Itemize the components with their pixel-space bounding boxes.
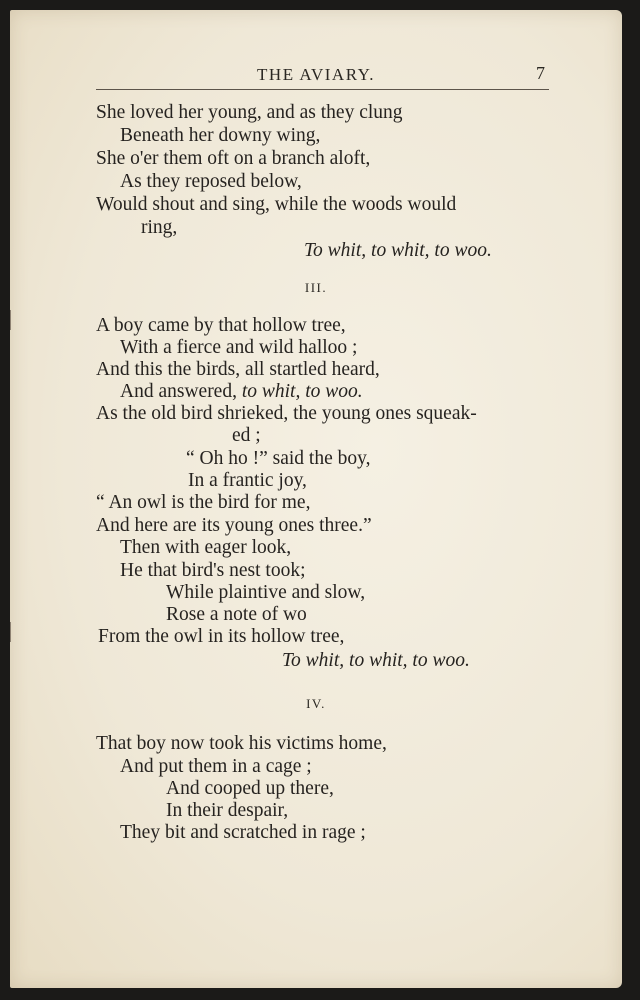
- section-heading: III.: [304, 280, 328, 295]
- verse-line: “ Oh ho !” said the boy,: [186, 448, 371, 469]
- verse-line: “ An owl is the bird for me,: [96, 492, 311, 513]
- book-page: [10, 10, 622, 988]
- header-rule: [96, 89, 549, 90]
- refrain-part: to woo.: [434, 240, 492, 261]
- verse-line: In a frantic joy,: [188, 470, 307, 491]
- verse-line: They bit and scratched in rage ;: [120, 822, 366, 843]
- verse-line: Beneath her downy wing,: [120, 125, 321, 146]
- verse-line: With a fierce and wild halloo ;: [120, 337, 358, 358]
- refrain-part: To whit,: [304, 240, 367, 261]
- edge-mark: [10, 622, 16, 642]
- refrain-part: to whit,: [371, 240, 430, 261]
- refrain-line: [304, 240, 492, 262]
- verse-text: And answered,: [120, 381, 237, 402]
- verse-line: She o'er them oft on a branch aloft,: [96, 148, 371, 169]
- verse-line: That boy now took his victims home,: [96, 733, 387, 754]
- verse-line: And cooped up there,: [166, 778, 334, 799]
- running-header: THE AVIARY.: [257, 65, 375, 84]
- refrain-inline: to whit, to woo.: [241, 381, 363, 402]
- verse-line: And put them in a cage ;: [120, 756, 312, 777]
- verse-line: As the old bird shrieked, the young ones squeak-: [96, 403, 477, 424]
- verse-line: And here are its young ones three.”: [96, 515, 372, 536]
- refrain-line: To whit, to whit, to woo.: [282, 650, 470, 671]
- verse-line: While plaintive and slow,: [166, 582, 366, 603]
- verse-line: Then with eager look,: [120, 537, 292, 558]
- verse-line: Rose a note of wo: [166, 604, 307, 625]
- verse-line: Would shout and sing, while the woods would: [96, 194, 457, 215]
- verse-line: She loved her young, and as they clung: [96, 102, 403, 123]
- section-heading: IV.: [306, 696, 326, 711]
- verse-line: From the owl in its hollow tree,: [98, 626, 345, 647]
- page-number: 7: [536, 63, 545, 83]
- verse-line: In their despair,: [166, 800, 289, 821]
- verse-line: He that bird's nest took;: [120, 560, 306, 581]
- verse-line: [120, 381, 363, 403]
- edge-mark: [10, 310, 16, 330]
- verse-line: ring,: [141, 217, 178, 238]
- verse-line: As they reposed below,: [120, 171, 302, 192]
- verse-line: A boy came by that hollow tree,: [96, 315, 346, 336]
- verse-line: ed ;: [232, 425, 261, 446]
- verse-line: And this the birds, all startled heard,: [96, 359, 380, 380]
